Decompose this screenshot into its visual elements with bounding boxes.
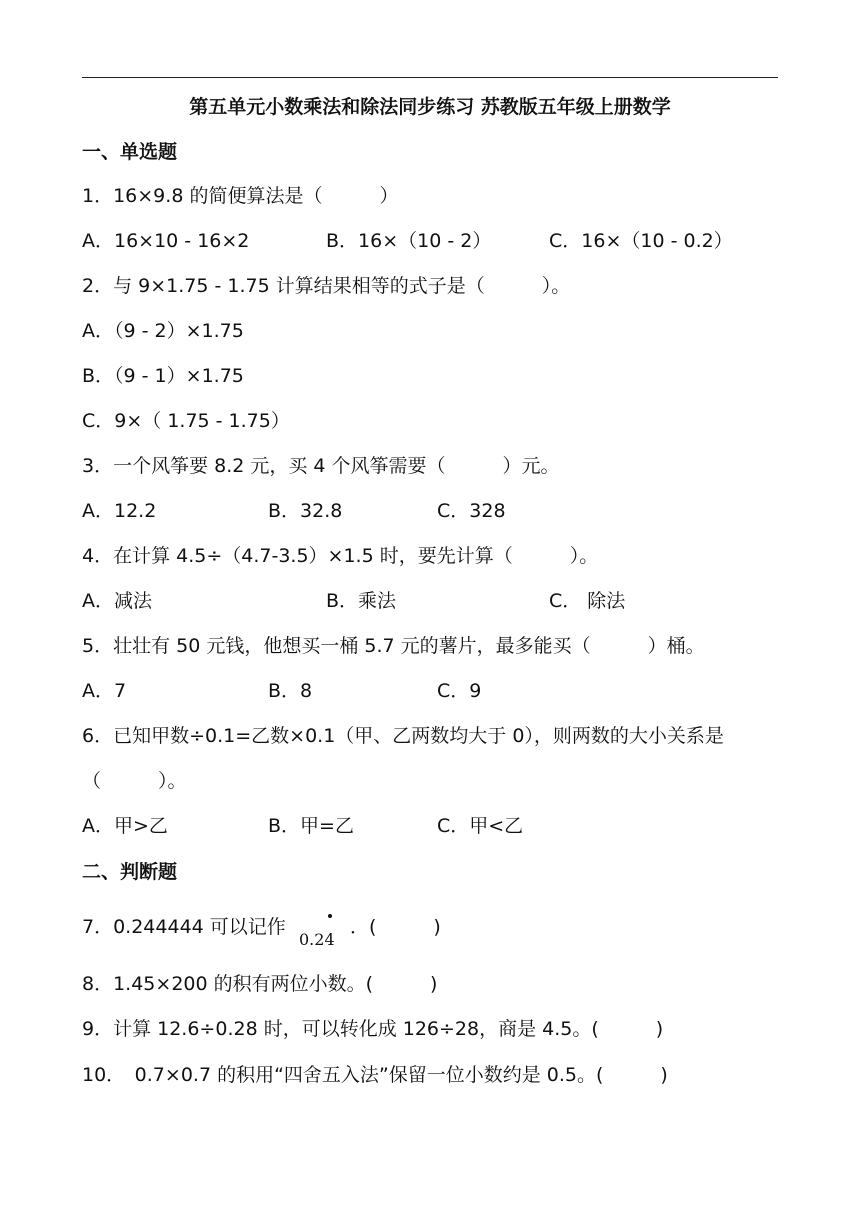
q3-option-c: C．328 [437, 500, 506, 522]
q1-option-a: A．16×10 - 16×2 [82, 230, 250, 252]
page-title: 第五单元小数乘法和除法同步练习 苏教版五年级上册数学 [189, 96, 671, 118]
q1-option-c: C．16×（10 - 0.2） [549, 230, 733, 252]
q5-option-b: B．8 [268, 680, 313, 702]
q4-option-c: C． 除法 [549, 590, 626, 612]
question-6-continuation: （ ）。 [82, 770, 187, 792]
question-4: 4．在计算 4.5÷（4.7-3.5）×1.5 时，要先计算（ ）。 [82, 545, 599, 567]
header-rule [82, 77, 778, 78]
question-2: 2．与 9×1.75 - 1.75 计算结果相等的式子是（ ）。 [82, 275, 571, 297]
q3-option-a: A．12.2 [82, 500, 157, 522]
question-8: 8．1.45×200 的积有两位小数。( ) [82, 973, 438, 995]
repeating-decimal: 0.24 [299, 930, 335, 949]
q2-option-b: B．（9 - 1）×1.75 [82, 365, 244, 387]
section-heading-single-choice: 一、单选题 [82, 141, 178, 163]
question-10: 10． 0.7×0.7 的积用“四舍五入法”保留一位小数约是 0.5。( ) [82, 1064, 668, 1086]
q2-option-a: A．（9 - 2）×1.75 [82, 320, 244, 342]
q1-option-b: B．16×（10 - 2） [326, 230, 492, 252]
q4-option-a: A．减法 [82, 590, 152, 612]
q6-option-c: C．甲<乙 [437, 815, 524, 837]
question-6: 6．已知甲数÷0.1=乙数×0.1（甲、乙两数均大于 0），则两数的大小关系是 [82, 725, 724, 747]
question-3: 3．一个风筝要 8.2 元，买 4 个风筝需要（ ）元。 [82, 455, 560, 477]
question-1: 1．16×9.8 的简便算法是（ ） [82, 185, 399, 207]
q5-option-c: C．9 [437, 680, 482, 702]
question-7-answer-blank: ．( ) [350, 916, 441, 938]
q3-option-b: B．32.8 [268, 500, 343, 522]
question-5: 5．壮壮有 50 元钱，他想买一桶 5.7 元的薯片，最多能买（ ）桶。 [82, 635, 705, 657]
q6-option-a: A．甲>乙 [82, 815, 168, 837]
q4-option-b: B．乘法 [326, 590, 397, 612]
question-7: 7．0.244444 可以记作 [82, 916, 286, 938]
repeating-dot-marker [328, 914, 332, 918]
question-9: 9．计算 12.6÷0.28 时，可以转化成 126÷28，商是 4.5。( ) [82, 1018, 664, 1040]
q6-option-b: B．甲=乙 [268, 815, 354, 837]
q2-option-c: C．9×（ 1.75 - 1.75） [82, 410, 290, 432]
q5-option-a: A．7 [82, 680, 127, 702]
section-heading-true-false: 二、判断题 [82, 861, 178, 883]
